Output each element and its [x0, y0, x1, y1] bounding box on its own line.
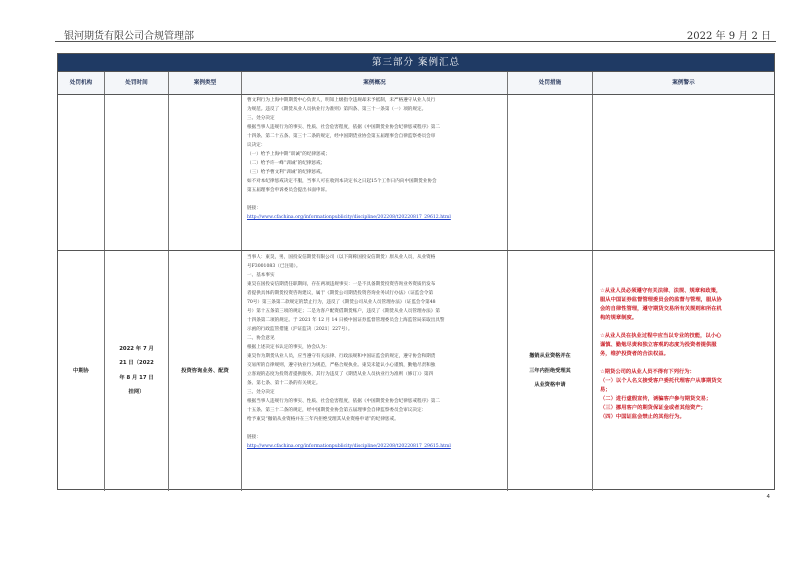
- time-line: 挂网）: [128, 388, 145, 395]
- header-org: 银河期货有限公司合规管理部: [64, 31, 194, 42]
- summary-line: 根据上述决定书认定的事实，协会认为：: [247, 345, 330, 350]
- warning-line: ☆从业人员必须遵守有关法律、法规、规章和政策，: [600, 288, 722, 294]
- section-title: 第三部分 案例汇总: [58, 54, 774, 71]
- summary-line: [247, 424, 503, 433]
- summary-line: 70号）第三条第二款规定的禁止行为，违反了《期货公司从业人员管理办法》（证监会令第48: [247, 300, 436, 305]
- measure-line: 从业资格申请: [534, 381, 566, 388]
- header-divider: [55, 41, 776, 42]
- warning-line: 服从中国证券监督管理委员会的监督与管理，服从协: [600, 297, 722, 303]
- summary-line: 立客观的态度为投资者提供服务，其行为违反了《期货从业人员执业行为准则（修订）》第四: [247, 372, 434, 377]
- summary-line: 链接：: [247, 435, 261, 440]
- summary-line: 者提供具体的期货投资咨询建议，属于《期货公司期货投资咨询业务试行办法》（证监会令第: [247, 291, 434, 296]
- time-line: 21 日（2022: [119, 360, 154, 367]
- warning-line: （三）挪用客户的期货保证金或者其他资产；: [600, 405, 706, 411]
- summary-line: 议决定：: [247, 143, 266, 148]
- table-row: [58, 251, 774, 491]
- summary-line: 三、处分决定: [247, 116, 275, 121]
- summary-line: 号）第十五条第三项的规定；二是为客户配资借期货账户，违反了《期货从业人员管理办法》第: [247, 309, 440, 314]
- warning-line: 易；: [600, 387, 611, 393]
- summary-line: 号F3001083（已注销）。: [247, 264, 301, 269]
- summary-line: 示函的行政监管措施（沪证监决〔2021〕227号）。: [247, 327, 353, 332]
- summary-line: 交易所的自律规则，遵守执业行为规范，严格合规执业。東昊未能认小心谨慎，勤勉尽责和独: [247, 363, 436, 368]
- summary-line: 根据当事人违规行为的事实、性质、社会危害程度，依据《中国期货业协会纪律惩戒程序》第二: [247, 399, 440, 404]
- warning-line: （四）中国证监会禁止的其他行为。: [600, 414, 685, 420]
- column-header-warning: 案例警示: [593, 72, 774, 94]
- summary-line: 曹文利行为上海中期期货中心负责人，明知上级指令违规却未予抵制，未严格遵守从业人员行: [247, 98, 436, 103]
- page-number: 4: [766, 494, 770, 500]
- row2-warning-cell: [593, 251, 774, 491]
- summary-line: 東昊作为期货从业人员，应当遵守有关法律、行政法规和中国证监会的规定，遵守协会和期货: [247, 354, 436, 359]
- row1-link[interactable]: http://www.cfachina.org/informationpublicity/discipline/202208/t20220817_29612.html: [247, 215, 451, 220]
- row2-authority: 中期协: [58, 251, 105, 491]
- row1-summary-cell: [242, 95, 508, 250]
- summary-line: 链接：: [247, 206, 261, 211]
- summary-line: （三）给予曹文利“训诫”的纪律惩戒。: [247, 170, 326, 175]
- row1-authority-cell: [58, 95, 105, 250]
- header-date: 2022 年 9 月 2 日: [686, 31, 771, 42]
- time-line: 年 8 月 17 日: [119, 374, 154, 381]
- warning-line: 构的规章制度。: [600, 315, 638, 321]
- warning-line: （二）进行虚假宣传，诱骗客户参与期货交易；: [600, 396, 712, 402]
- summary-line: 十五条、第三十二条的规定，经中国期货业协会第五届理事会自律监察委员会审议决定：: [247, 408, 427, 413]
- warning-line: 谨慎、勤勉尽责和独立客观的态度为投资者提供服: [600, 342, 717, 348]
- summary-line: 条、第七条、第十二条的有关规定。: [247, 381, 321, 386]
- column-header-time: 处罚时间: [105, 72, 169, 94]
- column-header-row: [58, 71, 774, 95]
- summary-line: 十四条第二项的规定。于 2021 年 12 月 14 日被中国证券监督管理委员会上海监管局采取出具警: [247, 318, 445, 323]
- summary-line: 给予東昊“撤销从业资格并在三年内拒绝受理其从业资格申请”的纪律惩戒。: [247, 417, 399, 422]
- summary-line: （二）给予许一峰“训诫”的纪律惩戒；: [247, 161, 326, 166]
- measure-line: 三年内拒绝受理其: [529, 367, 571, 374]
- table-row: [58, 95, 774, 251]
- summary-line: （一）给予上海中期“训诫”的纪律惩戒；: [247, 152, 330, 157]
- summary-line: 三、处分决定: [247, 390, 275, 395]
- column-header-type: 案例类型: [169, 72, 242, 94]
- warning-line: （一）以个人名义接受客户委托代理客户从事期货交: [600, 378, 722, 384]
- row1-measure-cell: [508, 95, 593, 250]
- row2-summary-cell: [242, 251, 508, 491]
- warning-line: ☆从业人员在执业过程中应当以专业的技能，以小心: [600, 333, 722, 339]
- warning-line: 务，维护投资者的合法权益。: [600, 351, 669, 357]
- row2-type: 投资咨询业务、配资: [169, 251, 242, 491]
- row1-warning-cell: [593, 95, 774, 250]
- summary-line: [247, 195, 503, 204]
- summary-line: 当事人：東昊，男，国投安信期货有限公司（以下简称国投安信期货）原从业人员，从业资格: [247, 255, 436, 260]
- row1-time-cell: [105, 95, 169, 250]
- column-header-summary: 案例概况: [242, 72, 508, 94]
- row2-measure-cell: [508, 251, 593, 491]
- time-line: 2022 年 7 月: [119, 346, 154, 353]
- warning-line: ☆期货公司的从业人员不得有下列行为：: [600, 369, 695, 375]
- summary-line: 十四条、第二十五条、第三十二条的规定，经中国期货业协会第五届理事会自律监察委员会审: [247, 134, 436, 139]
- summary-line: 如不对本纪律惩戒决定不服，当事人可在收到本决定书之日起15个工作日内向中国期货业协会: [247, 179, 437, 184]
- row2-time-cell: [105, 251, 169, 491]
- summary-line: 二、协会意见: [247, 336, 275, 341]
- column-header-authority: 处罚机构: [58, 72, 105, 94]
- measure-line: 撤销从业资格并在: [529, 353, 571, 360]
- column-header-measure: 处罚措施: [508, 72, 593, 94]
- summary-line: 为规范。违反了《期货从业人员执业行为准则》第四条、第三十一条第（一）项的规定。: [247, 107, 427, 112]
- warning-line: 会的自律性管理，遵守期货交易所有关规则和所在机: [600, 306, 722, 312]
- summary-line: 東昊在国投安信期货任职期间，存在两项违规事实：一是不具备期货投资咨询业务资质仍发布: [247, 282, 436, 287]
- summary-line: 第五届理事会申诉委员会提出书面申诉。: [247, 188, 330, 193]
- summary-line: 一、基本事实: [247, 273, 275, 278]
- summary-line: 根据当事人违规行为的事实、性质、社会危害程度，依据《中国期货业协会纪律惩戒程序》第二: [247, 125, 440, 130]
- case-table: [57, 53, 775, 490]
- row1-type-cell: [169, 95, 242, 250]
- row2-link[interactable]: http://www.cfachina.org/informationpublicity/discipline/202208/t20220817_29615.html: [247, 444, 451, 449]
